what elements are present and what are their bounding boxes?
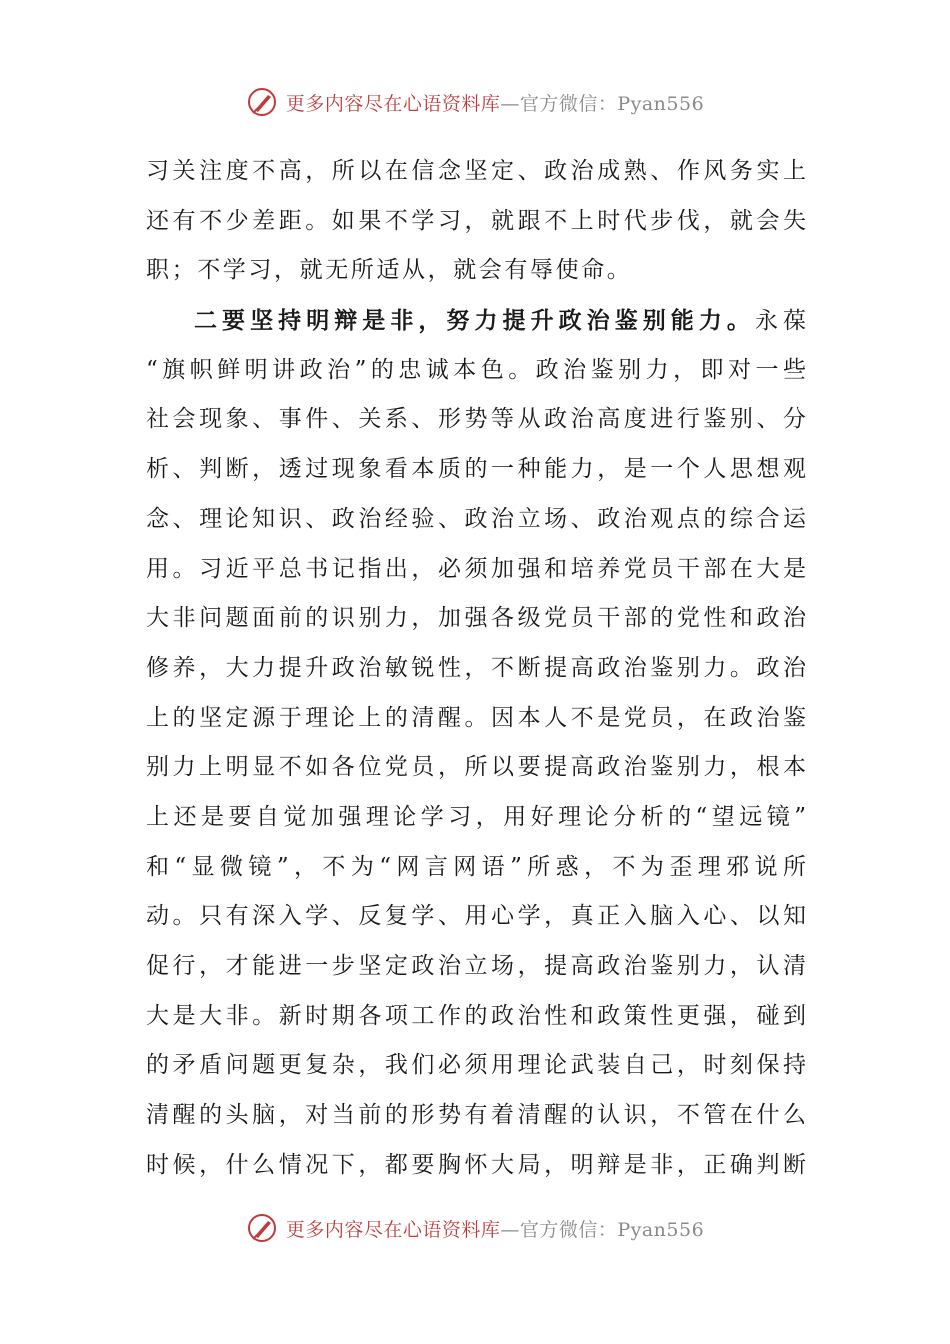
footer-watermark-banner <box>0 1208 950 1248</box>
lead-rest: 永葆 <box>754 308 807 335</box>
text-line: 职；不学习，就无所适从，就会有辱使命。 <box>146 257 633 284</box>
document-body <box>146 147 806 1190</box>
text-line: “旗帜鲜明讲政治”的忠诚本色。政治鉴别力，即对一些 <box>146 356 806 383</box>
quill-logo-icon <box>246 1212 278 1244</box>
text-line: 的矛盾问题更复杂，我们必须用理论武装自己，时刻保持 <box>146 1052 806 1079</box>
paragraph-lead-line <box>146 296 806 346</box>
text-line: 析、判断，透过现象看本质的一种能力，是一个人思想观 <box>146 456 806 483</box>
text-line: 别力上明显不如各位党员，所以要提高政治鉴别力，根本 <box>146 754 806 781</box>
text-line: 习关注度不高，所以在信念坚定、政治成熟、作风务实上 <box>146 158 806 184</box>
text-line: 念、理论知识、政治经验、政治立场、政治观点的综合运 <box>146 505 806 532</box>
footer-banner-main: 更多内容尽在心语资料库 <box>285 1218 501 1241</box>
footer-banner-text <box>286 1215 704 1242</box>
quill-logo-icon <box>246 86 278 118</box>
text-line: 时候，什么情况下，都要胸怀大局，明辩是非，正确判断 <box>146 1151 806 1178</box>
text-line: 和“显微镜”，不为“网言网语”所惑，不为歪理邪说所 <box>146 853 806 880</box>
section-heading: 二要坚持明辩是非，努力提升政治鉴别能力。 <box>194 307 755 335</box>
header-watermark-banner <box>0 82 950 122</box>
header-banner-main: 更多内容尽在心语资料库 <box>285 92 501 115</box>
text-line: 促行，才能进一步坚定政治立场，提高政治鉴别力，认清 <box>146 953 806 979</box>
text-line: 社会现象、事件、关系、形势等从政治高度进行鉴别、分 <box>146 406 806 433</box>
text-line: 还有不少差距。如果不学习，就跟不上时代步伐，就会失 <box>146 207 806 234</box>
text-line: 大非问题面前的识别力，加强各级党员干部的党性和政治 <box>146 605 806 632</box>
text-line: 上还是要自觉加强理论学习，用好理论分析的“望远镜” <box>146 803 806 830</box>
text-line: 修养，大力提升政治敏锐性，不断提高政治鉴别力。政治 <box>146 654 806 681</box>
text-line: 上的坚定源于理论上的清醒。因本人不是党员，在政治鉴 <box>146 704 806 731</box>
text-line: 用。习近平总书记指出，必须加强和培养党员干部在大是 <box>146 555 806 582</box>
header-banner-sub: —官方微信：Pyan556 <box>500 92 705 115</box>
text-line: 大是大非。新时期各项工作的政治性和政策性更强，碰到 <box>146 1002 806 1029</box>
text-line: 动。只有深入学、反复学、用心学，真正入脑入心、以知 <box>146 903 806 930</box>
text-line: 清醒的头脑，对当前的形势有着清醒的认识，不管在什么 <box>146 1102 806 1129</box>
header-banner-text <box>286 89 704 116</box>
footer-banner-sub: —官方微信：Pyan556 <box>500 1218 705 1241</box>
